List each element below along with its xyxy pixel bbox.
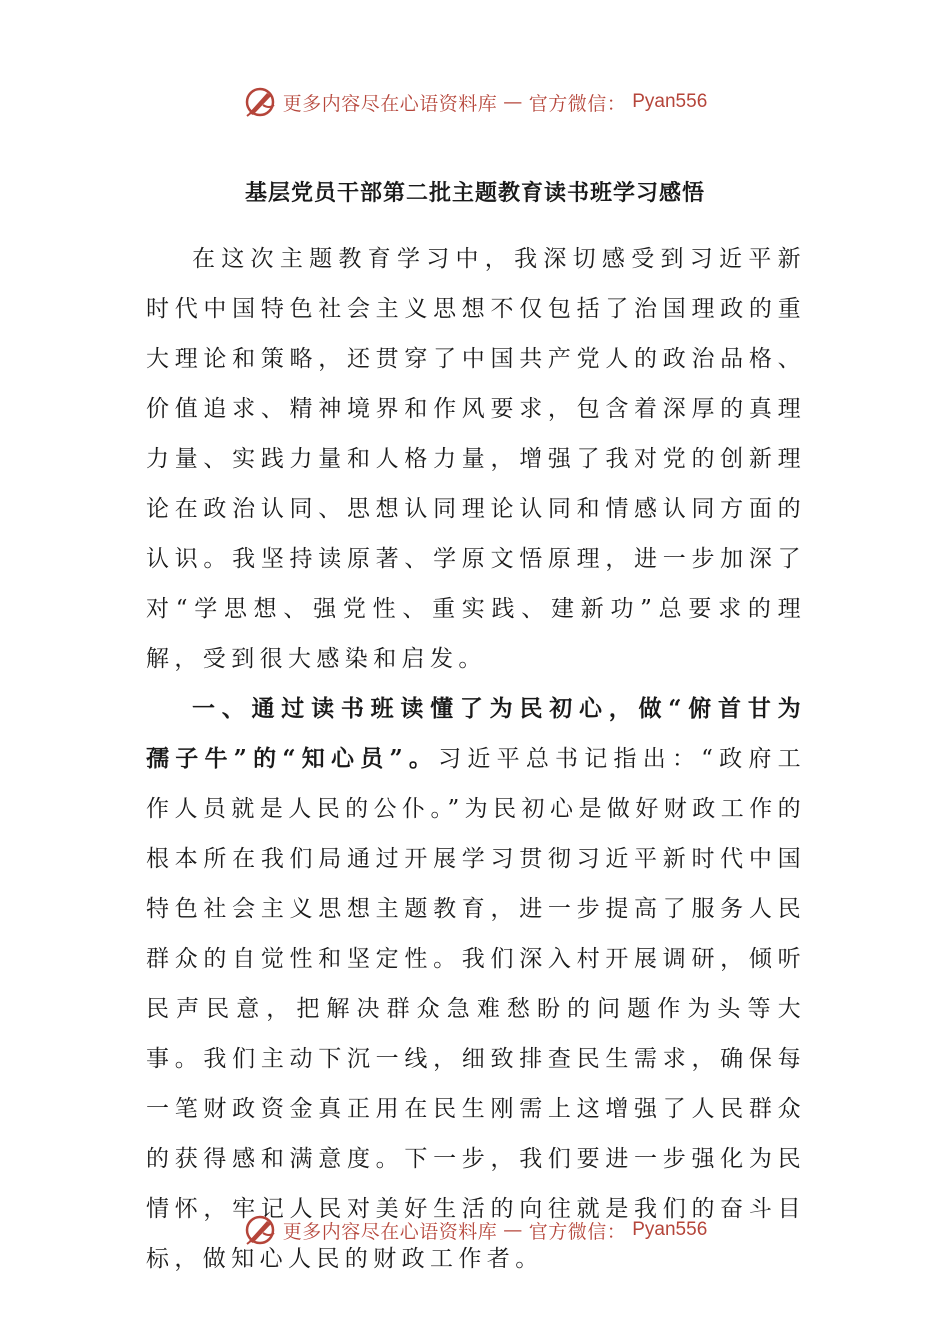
banner-wechat-id: Pyan556 — [632, 1219, 708, 1240]
banner-separator: — — [503, 91, 523, 113]
paragraph-text: 在这次主题教育学习中，我深切感受到习近平新时代中国特色社会主义思想不仅包括了治国理政的重大理论和策略，还贯穿了中国共产党人的政治品格、价值追求、精神境界和作风要求，包含着深厚的真理力量、实践力量和人格力量，增强了我对党的创新理论在政治认同、思想认同理论认同和情感认同方面的认识。我坚持读原著、学原文悟原理，进一步加深了对“学思想、强党性、重实践、建新功”总要求的理解，受到很大感染和启发。 — [146, 246, 806, 672]
header-banner — [0, 82, 950, 122]
paragraph-section-one — [146, 684, 806, 1284]
banner-wechat-id: Pyan556 — [632, 91, 708, 112]
paragraph-text: 习近平总书记指出：“政府工作人员就是人民的公仆。”为民初心是做好财政工作的根本所在我们局通过开展学习贯彻习近平新时代中国特色社会主义思想主题教育，进一步提高了服务人民群众的自觉性和坚定性。我们深入村开展调研，倾听民声民意，把解决群众急难愁盼的问题作为头等大事。我们主动下沉一线，细致排查民生需求，确保每一笔财政资金真正用在民生刚需上这增强了人民群众的获得感和满意度。下一步，我们要进一步强化为民情怀，牢记人民对美好生活的向往就是我们的奋斗目标，做知心人民的财政工作者。 — [146, 746, 806, 1272]
section-heading: 一、通过读书班读懂了为民初心，做“俯首甘为孺子牛”的“知心员”。 — [146, 695, 806, 772]
document-title: 基层党员干部第二批主题教育读书班学习感悟 — [244, 180, 705, 206]
footer-banner — [0, 1210, 950, 1250]
document-body — [146, 234, 806, 1284]
banner-text: 更多内容尽在心语资料库 — [282, 92, 498, 115]
pen-circle-logo-icon — [243, 85, 277, 119]
paragraph-intro — [146, 234, 806, 684]
banner-wechat-label: 官方微信： — [528, 92, 627, 115]
banner-wechat-label: 官方微信： — [528, 1220, 627, 1243]
banner-separator: — — [503, 1219, 523, 1241]
banner-text: 更多内容尽在心语资料库 — [282, 1220, 498, 1243]
pen-circle-logo-icon — [243, 1213, 277, 1247]
